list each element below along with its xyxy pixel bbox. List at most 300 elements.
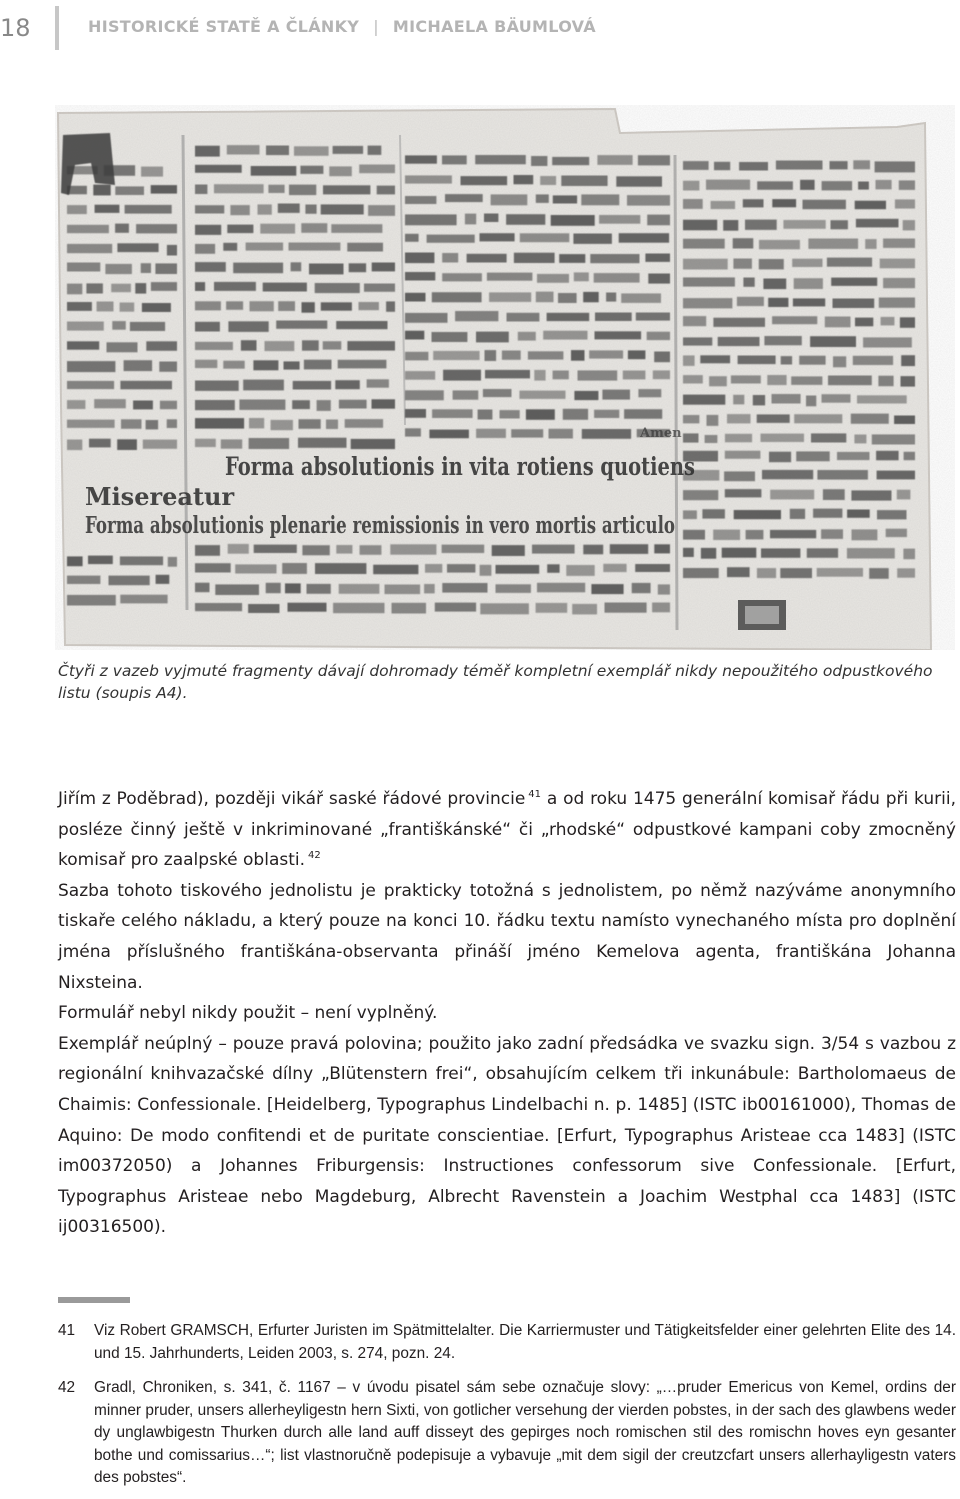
blackletter-word	[880, 259, 915, 269]
blackletter-word	[368, 146, 382, 155]
blackletter-word	[195, 282, 205, 291]
blackletter-word	[853, 160, 870, 169]
blackletter-word	[333, 603, 384, 613]
blackletter-word	[865, 239, 876, 249]
blackletter-word	[800, 180, 815, 190]
blackletter-word	[359, 302, 379, 310]
blackletter-word	[895, 199, 915, 208]
footnote-divider	[58, 1297, 130, 1303]
blackletter-word	[246, 243, 284, 251]
blackletter-word	[583, 545, 603, 555]
blackletter-word	[424, 584, 435, 593]
blackletter-word	[271, 420, 293, 430]
blackletter-word	[595, 313, 632, 322]
blackletter-word	[723, 220, 738, 231]
blackletter-word	[623, 371, 646, 380]
blackletter-word	[195, 301, 221, 310]
blackletter-word	[776, 161, 823, 170]
blackletter-word	[86, 283, 103, 293]
blackletter-word	[336, 321, 387, 329]
blackletter-word	[761, 548, 800, 557]
blackletter-word	[89, 439, 111, 448]
scan-amen: Amen	[640, 426, 682, 441]
blackletter-word	[141, 263, 151, 273]
blackletter-word	[315, 563, 366, 574]
blackletter-word	[95, 205, 120, 213]
blackletter-word	[808, 239, 858, 249]
blackletter-word	[821, 529, 843, 539]
blackletter-word	[606, 293, 616, 302]
blackletter-word	[872, 434, 915, 444]
blackletter-word	[117, 243, 158, 252]
blackletter-word	[536, 194, 549, 203]
blackletter-word	[117, 439, 137, 450]
scan-heading-2: Forma absolutionis plenarie remissionis in vero mortis articulo	[85, 512, 675, 539]
blackletter-word	[616, 176, 662, 186]
blackletter-word	[757, 568, 776, 578]
blackletter-word	[442, 155, 467, 164]
blackletter-word	[790, 509, 805, 519]
blackletter-word	[566, 565, 594, 576]
blackletter-word	[711, 201, 736, 209]
blackletter-word	[405, 313, 448, 323]
blackletter-word	[574, 272, 589, 281]
blackletter-word	[405, 214, 457, 225]
blackletter-word	[813, 509, 842, 518]
footnote-text: Viz Robert GRAMSCH, Erfurter Juristen im Spätmittelalter. Die Karriermuster und Tätigkeitsfelder einer gelehrten Elite des 14. und 15. Jahrhunderts, Leiden 2003, s. 274, pozn. 24.	[94, 1322, 956, 1362]
blackletter-word	[329, 166, 352, 176]
blackletter-word	[683, 375, 703, 383]
blackletter-word	[833, 299, 875, 309]
blackletter-word	[195, 165, 242, 173]
blackletter-word	[405, 409, 426, 418]
blackletter-word	[195, 418, 244, 429]
blackletter-word	[442, 253, 458, 263]
footnote-ref-41[interactable]: 41	[528, 789, 542, 800]
blackletter-word	[507, 313, 540, 322]
paragraph-1: Jiřím z Poděbrad), později vikář saské řádové provincie $^{41}$ a od roku 1475 generální komisař řádu při kurii, posléze činný ještě v inkriminované „františkánské“ či „rhodské“ odpustkové kampani coby zmocněný komisař pro zaalpské oblasti. $^{42}$	[58, 789, 956, 871]
blackletter-word	[347, 243, 383, 252]
blackletter-word	[807, 548, 838, 558]
blackletter-word	[792, 259, 822, 267]
blackletter-word	[578, 370, 618, 380]
blackletter-word	[897, 490, 911, 500]
blackletter-word	[317, 400, 331, 411]
blackletter-word	[284, 361, 300, 369]
blackletter-word	[302, 545, 329, 555]
blackletter-word	[737, 297, 764, 306]
blackletter-word	[803, 200, 846, 210]
blackletter-word	[483, 389, 512, 397]
blackletter-word	[654, 352, 670, 363]
blackletter-word	[847, 548, 895, 558]
blackletter-word	[762, 470, 813, 479]
blackletter-word	[93, 185, 110, 196]
running-head	[88, 17, 596, 36]
blackletter-word	[167, 245, 177, 256]
blackletter-word	[443, 370, 481, 381]
blackletter-word	[536, 292, 554, 303]
blackletter-word	[156, 575, 170, 584]
blackletter-word	[683, 316, 706, 326]
blackletter-word	[299, 419, 321, 429]
blackletter-word	[359, 165, 395, 174]
blackletter-word	[713, 530, 740, 540]
blackletter-word	[536, 603, 568, 613]
blackletter-word	[435, 603, 476, 612]
blackletter-word	[315, 283, 360, 293]
blackletter-word	[781, 356, 792, 364]
blackletter-word	[709, 376, 727, 386]
blackletter-word	[652, 603, 670, 613]
blackletter-word	[405, 428, 421, 436]
blackletter-word	[151, 185, 177, 194]
blackletter-word	[485, 350, 497, 361]
blackletter-word	[589, 350, 623, 358]
blackletter-word	[321, 204, 364, 214]
section-title: HISTORICKÉ STATĚ A ČLÁNKY	[88, 17, 360, 36]
blackletter-word	[339, 400, 367, 409]
blackletter-word	[442, 583, 487, 593]
blackletter-word	[759, 259, 784, 269]
blackletter-word	[743, 199, 764, 207]
blackletter-word	[291, 262, 302, 271]
blackletter-word	[559, 254, 585, 263]
blackletter-word	[293, 381, 331, 390]
blackletter-word	[757, 181, 793, 190]
blackletter-word	[683, 548, 694, 557]
blackletter-word	[638, 389, 661, 397]
blackletter-word	[492, 545, 525, 556]
blackletter-word	[506, 214, 545, 225]
blackletter-word	[294, 146, 329, 156]
blackletter-word	[599, 215, 640, 224]
blackletter-word	[799, 356, 825, 365]
blackletter-word	[405, 253, 434, 264]
blackletter-word	[251, 166, 297, 176]
blackletter-word	[738, 356, 776, 365]
blackletter-word	[480, 603, 529, 614]
blackletter-word	[405, 175, 452, 183]
blackletter-word	[67, 263, 100, 272]
blackletter-word	[67, 205, 87, 214]
blackletter-word	[707, 415, 719, 426]
blackletter-word	[837, 452, 870, 460]
page-number: 18	[0, 14, 31, 42]
blackletter-word	[278, 204, 300, 213]
blackletter-word	[683, 259, 728, 270]
blackletter-word	[67, 244, 112, 253]
blackletter-word	[500, 410, 520, 418]
blackletter-word	[67, 556, 83, 566]
blackletter-word	[794, 414, 842, 423]
blackletter-word	[67, 400, 85, 409]
blackletter-word	[476, 332, 509, 343]
blackletter-word	[558, 293, 577, 303]
footnote-text: Gradl, Chroniken, s. 341, č. 1167 – v úvodu pisatel sám sebe označuje slovy: „…pruder Emericus von Kemel, ordins der minner pruder, unsers allerheyligestn hern Sixti, von gotlicher versehung der vierden pobstes, in der sach des glawbens weder dy unglawbigestn Thurken durch alle land auff disseyt des gepirges noch romischen stil des romischn hoves eyn gesanter bothe und comissarius…“; list vlastnoručně podepisuje a vybavuje „mit dem sigil der creutzcfart unsers allerhayligestn vaters des pobstes“.	[94, 1379, 956, 1486]
blackletter-word	[447, 564, 475, 573]
blackletter-word	[429, 430, 469, 439]
blackletter-word	[645, 254, 670, 262]
blackletter-word	[683, 395, 725, 405]
blackletter-word	[831, 278, 877, 286]
blackletter-word	[632, 583, 651, 593]
blackletter-word	[855, 318, 873, 327]
blackletter-word	[372, 263, 395, 272]
blackletter-word	[405, 352, 428, 361]
blackletter-word	[519, 391, 565, 399]
blackletter-word	[853, 356, 893, 365]
blackletter-word	[385, 585, 421, 595]
blackletter-word	[377, 186, 395, 195]
blackletter-word	[683, 433, 699, 442]
blackletter-word	[302, 302, 315, 313]
blackletter-word	[360, 545, 382, 555]
blackletter-word	[897, 568, 915, 577]
header-divider	[55, 6, 59, 50]
blackletter-word	[714, 162, 730, 170]
blackletter-word	[705, 435, 718, 443]
blackletter-word	[806, 396, 816, 407]
blackletter-word	[825, 317, 851, 328]
blackletter-word	[120, 381, 172, 390]
blackletter-word	[899, 180, 915, 190]
blackletter-word	[496, 565, 540, 574]
blackletter-word	[195, 563, 231, 572]
blackletter-word	[67, 186, 87, 195]
blackletter-word	[195, 244, 215, 254]
blackletter-word	[706, 180, 750, 190]
blackletter-word	[258, 204, 272, 214]
blackletter-word	[514, 253, 555, 263]
blackletter-word	[215, 584, 259, 595]
blackletter-word	[591, 584, 623, 594]
footnote-number: 41	[58, 1322, 76, 1339]
blackletter-word	[288, 603, 327, 612]
blackletter-word	[427, 235, 475, 243]
blackletter-word	[302, 340, 319, 350]
blackletter-word	[195, 360, 217, 368]
blackletter-word	[485, 370, 530, 379]
blackletter-word	[121, 419, 142, 429]
blackletter-word	[364, 284, 395, 292]
blackletter-word	[425, 564, 442, 573]
author-name: MICHAELA BÄUMLOVÁ	[392, 17, 596, 36]
blackletter-word	[135, 283, 146, 294]
blackletter-word	[574, 391, 598, 400]
blackletter-word	[390, 544, 436, 554]
blackletter-word	[822, 394, 851, 403]
blackletter-word	[648, 274, 670, 284]
blackletter-word	[159, 362, 177, 372]
blackletter-word	[195, 342, 233, 350]
paragraph-2: Sazba tohoto tiskového jednolistu je prakticky totožná s jednolistem, po němž nazýváme anonymního tiskaře celého nákladu, a který pouze na konci 10. řádku textu namísto vynechaného místa pro doplnění jména příslušného františkána-observanta přináší jméno Kemelova agenta, františkána Johanna Nixsteina.	[58, 880, 956, 993]
blackletter-word	[763, 279, 786, 290]
blackletter-word	[249, 418, 264, 428]
blackletter-word	[405, 234, 419, 242]
running-head-separator: |	[373, 17, 379, 36]
blackletter-word	[561, 176, 607, 187]
blackletter-word	[67, 166, 98, 174]
indulgence-fragment-scan	[55, 105, 955, 650]
blackletter-word	[167, 419, 177, 428]
blackletter-word	[168, 557, 177, 567]
blackletter-word	[627, 195, 670, 206]
blackletter-word	[489, 292, 531, 302]
blackletter-word	[594, 410, 619, 418]
blackletter-word	[683, 298, 732, 308]
blackletter-word	[141, 167, 163, 177]
blackletter-word	[478, 410, 493, 420]
blackletter-word	[594, 273, 640, 283]
footnote-ref-42[interactable]: 42	[308, 850, 321, 862]
blackletter-word	[734, 510, 781, 519]
blackletter-word	[901, 376, 916, 387]
blackletter-word	[109, 576, 150, 586]
blackletter-word	[894, 416, 915, 425]
blackletter-word	[432, 292, 482, 302]
blackletter-word	[877, 510, 907, 519]
blackletter-word	[305, 205, 316, 214]
blackletter-word	[146, 341, 177, 351]
blackletter-word	[502, 351, 521, 360]
blackletter-word	[745, 220, 777, 230]
blackletter-word	[405, 390, 444, 400]
blackletter-word	[683, 337, 712, 345]
blackletter-word	[292, 400, 310, 409]
figure-caption: Čtyři z vazeb vyjmuté fragmenty dávají dohromady téměř kompletní exemplář nikdy nepoužitého odpustkového listu (soupis A4).	[58, 662, 933, 702]
blackletter-word	[619, 233, 669, 243]
blackletter-word	[855, 201, 886, 210]
blackletter-word	[610, 544, 648, 554]
blackletter-word	[858, 182, 869, 190]
blackletter-word	[780, 568, 812, 578]
blackletter-word	[298, 438, 347, 448]
blackletter-word	[725, 489, 762, 497]
blackletter-word	[761, 434, 805, 442]
blackletter-word	[877, 471, 915, 480]
blackletter-word	[195, 262, 226, 272]
blackletter-word	[547, 313, 590, 321]
blackletter-word	[768, 298, 788, 307]
blackletter-word	[597, 155, 632, 165]
blackletter-word	[772, 199, 796, 207]
footnote-number: 42	[58, 1379, 76, 1396]
blackletter-word	[769, 452, 791, 463]
scan-image	[55, 105, 955, 650]
blackletter-word	[810, 336, 856, 347]
blackletter-word	[301, 223, 327, 233]
blackletter-word	[160, 401, 177, 410]
blackletter-word	[97, 302, 114, 312]
blackletter-word	[901, 355, 915, 366]
blackletter-word	[120, 303, 135, 312]
blackletter-word	[304, 360, 332, 370]
blackletter-word	[223, 243, 237, 251]
blackletter-word	[823, 489, 845, 500]
blackletter-word	[142, 303, 171, 312]
blackletter-word	[876, 180, 892, 190]
blackletter-word	[480, 565, 492, 576]
blackletter-word	[851, 414, 889, 424]
blackletter-word	[67, 420, 115, 428]
blackletter-word	[794, 278, 823, 289]
blackletter-word	[595, 331, 642, 339]
blackletter-word	[683, 199, 703, 209]
blackletter-word	[195, 381, 239, 391]
blackletter-word	[702, 509, 725, 518]
blackletter-word	[571, 350, 585, 361]
blackletter-word	[282, 563, 307, 574]
blackletter-word	[772, 394, 801, 404]
blackletter-word	[223, 361, 244, 369]
blackletter-word	[143, 440, 177, 449]
blackletter-word	[603, 564, 626, 572]
blackletter-word	[904, 452, 915, 460]
blackletter-word	[718, 337, 760, 346]
blackletter-word	[465, 214, 476, 225]
blackletter-word	[878, 376, 893, 387]
blackletter-word	[243, 380, 284, 391]
blackletter-word	[146, 420, 159, 429]
blackletter-word	[582, 429, 631, 439]
blackletter-word	[124, 360, 153, 371]
blackletter-word	[811, 433, 846, 442]
blackletter-word	[683, 510, 697, 519]
blackletter-word	[764, 336, 801, 345]
blackletter-word	[227, 145, 260, 154]
blackletter-word	[367, 379, 389, 387]
blackletter-word	[602, 390, 630, 400]
blackletter-word	[830, 161, 848, 169]
blackletter-word	[300, 166, 323, 174]
blackletter-word	[253, 360, 278, 370]
blackletter-word	[534, 370, 545, 381]
blackletter-word	[658, 584, 670, 594]
blackletter-word	[67, 595, 116, 606]
blackletter-word	[757, 414, 790, 423]
blackletter-word	[67, 576, 100, 584]
blackletter-word	[537, 583, 585, 593]
blackletter-word	[333, 146, 364, 154]
blackletter-word	[683, 220, 717, 231]
blackletter-word	[746, 530, 764, 540]
blackletter-word	[767, 375, 786, 385]
blackletter-word	[155, 263, 177, 274]
blackletter-word	[621, 293, 661, 303]
blackletter-word	[195, 146, 220, 157]
blackletter-word	[743, 278, 754, 287]
blackletter-word	[511, 429, 543, 437]
blackletter-word	[228, 544, 249, 554]
blackletter-word	[583, 292, 599, 302]
blackletter-word	[331, 224, 382, 233]
blackletter-word	[335, 380, 360, 389]
blackletter-word	[722, 548, 757, 558]
blackletter-word	[856, 219, 899, 228]
blackletter-word	[791, 376, 822, 385]
blackletter-word	[526, 409, 555, 420]
blackletter-word	[553, 371, 569, 380]
blackletter-word	[854, 435, 866, 444]
blackletter-word	[461, 176, 508, 185]
blackletter-word	[654, 544, 670, 553]
blackletter-word	[368, 205, 395, 216]
blackletter-word	[405, 371, 435, 380]
blackletter-word	[903, 549, 915, 560]
blackletter-word	[433, 351, 479, 360]
blackletter-word	[268, 185, 284, 193]
